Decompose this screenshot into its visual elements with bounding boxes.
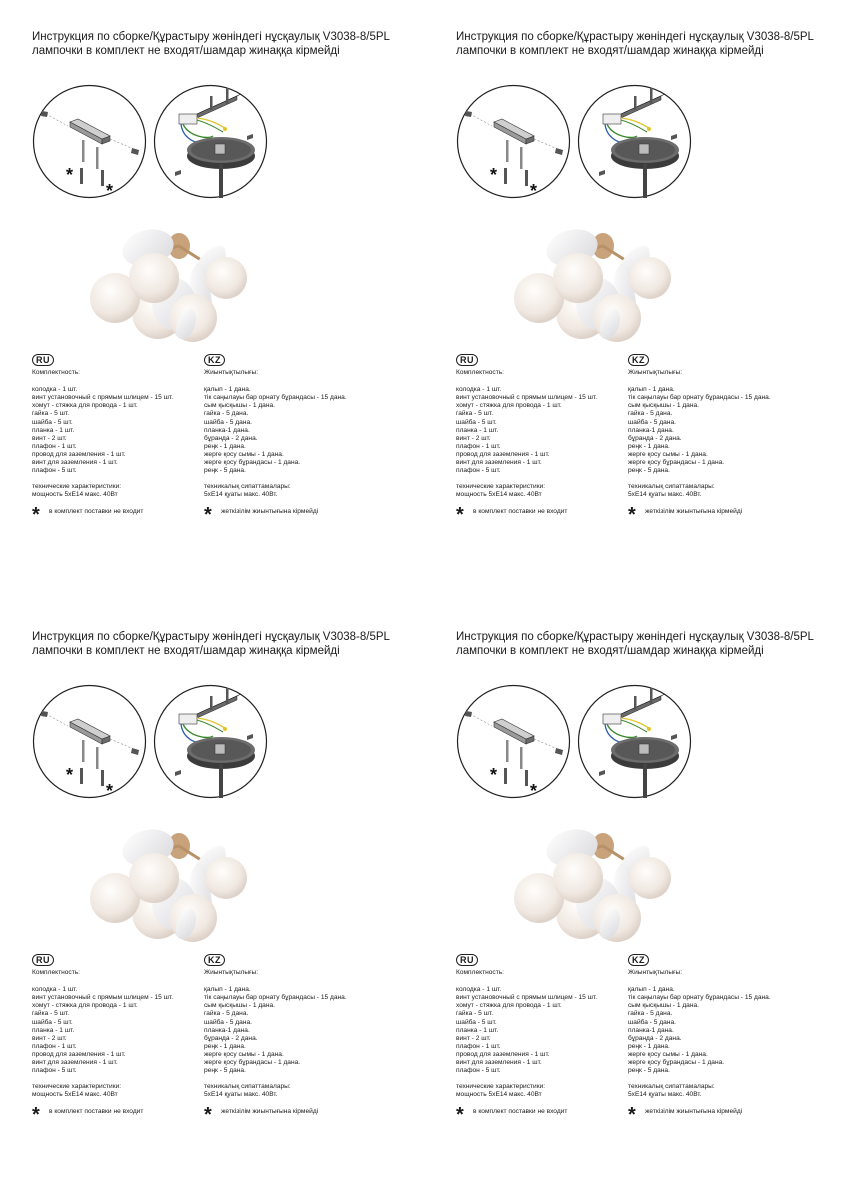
list-item: винт для заземления - 1 шт. (456, 459, 542, 467)
chandelier-photo (76, 816, 256, 971)
ru-tech-heading: технические характеристики: (456, 1083, 546, 1091)
kz-tech (628, 1083, 849, 1099)
kz-tech (204, 1083, 429, 1099)
title-line-2: лампочки в комплект не входят/шамдар жинаққа кірмейді (32, 45, 340, 57)
instruction-card (32, 30, 432, 590)
list-item: винт для заземления - 1 шт. (32, 1059, 118, 1067)
list-item: жерге қосу бұрандасы - 1 дана. (204, 459, 301, 467)
list-item: хомут - стяжка для провода - 1 шт. (32, 402, 138, 410)
ru-items (456, 386, 651, 475)
list-item: жерге қосу сымы - 1 дана. (628, 450, 708, 458)
kz-note (204, 1104, 429, 1127)
kz-items (628, 986, 849, 1075)
list-item: реңк - 1 дана. (204, 1042, 246, 1050)
list-item: винт для заземления - 1 шт. (456, 1059, 542, 1067)
ru-heading: Комплектность: (456, 369, 504, 377)
list-item: шайба - 5 дана. (628, 418, 676, 426)
instruction-card (32, 630, 432, 1190)
kz-note-text: жеткізілім жиынтығына кірмейді (645, 508, 743, 516)
list-item: сым қысқышы - 1 дана. (628, 402, 699, 410)
list-item: тік саңылауы бар орнату бұрандасы - 15 дана. (628, 394, 771, 402)
title-line-1: Инструкция по сборке/Құрастыру жөніндегі нұсқаулық V3038-8/5PL (32, 31, 390, 43)
kz-badge: KZ (628, 354, 649, 366)
kz-tech-value: 5xE14 қуаты макс. 40Вт. (204, 1091, 278, 1099)
list-item: бұранда - 2 дана. (628, 434, 682, 442)
list-item: планка-1 дана. (628, 426, 674, 434)
title-line-2: лампочки в комплект не входят/шамдар жинаққа кірмейді (456, 645, 764, 657)
kz-tech-heading: техникалық сипаттамалары: (204, 483, 291, 491)
kz-note-text: жеткізілім жиынтығына кірмейді (645, 1108, 743, 1116)
instruction-title (32, 30, 432, 58)
ru-note (456, 504, 651, 527)
ru-section (32, 954, 227, 1127)
kz-tech-value: 5xE14 қуаты макс. 40Вт. (628, 1091, 702, 1099)
list-item: планка - 1 шт. (456, 426, 499, 434)
list-item: планка - 1 шт. (32, 1026, 75, 1034)
kz-items (204, 386, 429, 475)
mounting-bracket-icon (32, 84, 147, 199)
list-item: сым қысқышы - 1 дана. (628, 1002, 699, 1010)
kz-heading: Жиынтықтылығы: (628, 969, 683, 977)
list-item: планка-1 дана. (204, 1026, 250, 1034)
title-line-1: Инструкция по сборке/Құрастыру жөніндегі нұсқаулық V3038-8/5PL (456, 631, 814, 643)
list-item: қалып - 1 дана. (628, 986, 675, 994)
instruction-title (456, 30, 849, 58)
ru-tech-value: мощность 5xE14 макс. 40Вт (456, 491, 542, 499)
list-item: винт - 2 шт. (456, 434, 491, 442)
mounting-bracket-icon (32, 684, 147, 799)
list-item: реңк - 5 дана. (204, 467, 246, 475)
ru-note-text: в комплект поставки не входит (49, 508, 144, 516)
list-item: қалып - 1 дана. (204, 386, 251, 394)
list-item: плафон - 5 шт. (456, 467, 501, 475)
list-item: сым қысқышы - 1 дана. (204, 402, 275, 410)
list-item: провод для заземления - 1 шт. (456, 450, 550, 458)
ru-badge: RU (32, 954, 54, 966)
list-item: шайба - 5 шт. (456, 418, 497, 426)
ru-tech-value: мощность 5xE14 макс. 40Вт (456, 1091, 542, 1099)
list-item: бұранда - 2 дана. (628, 1034, 682, 1042)
list-item: тік саңылауы бар орнату бұрандасы - 15 дана. (204, 394, 347, 402)
list-item: колодка - 1 шт. (456, 986, 502, 994)
list-item: винт - 2 шт. (32, 434, 67, 442)
asterisk-icon: * (628, 1104, 636, 1127)
svg-text:*: * (490, 165, 498, 185)
list-item: гайка - 5 дана. (204, 410, 249, 418)
list-item: провод для заземления - 1 шт. (456, 1050, 550, 1058)
kz-section (628, 954, 849, 1127)
kz-tech (204, 483, 429, 499)
kz-items (628, 386, 849, 475)
ru-tech-heading: технические характеристики: (456, 483, 546, 491)
instruction-title (456, 630, 849, 658)
kz-tech-value: 5xE14 қуаты макс. 40Вт. (628, 491, 702, 499)
list-item: жерге қосу бұрандасы - 1 дана. (628, 1059, 725, 1067)
list-item: колодка - 1 шт. (32, 386, 78, 394)
list-item: реңк - 1 дана. (204, 442, 246, 450)
list-item: колодка - 1 шт. (456, 386, 502, 394)
kz-section (204, 354, 429, 527)
ru-heading: Комплектность: (456, 969, 504, 977)
list-item: реңк - 5 дана. (204, 1067, 246, 1075)
ru-note-text: в комплект поставки не входит (473, 1108, 568, 1116)
svg-text:*: * (530, 181, 538, 199)
wiring-diagram-icon (153, 84, 268, 199)
list-item: винт для заземления - 1 шт. (32, 459, 118, 467)
asterisk-icon: * (32, 1104, 40, 1127)
ru-note (456, 1104, 651, 1127)
title-line-2: лампочки в комплект не входят/шамдар жинаққа кірмейді (32, 645, 340, 657)
ru-items (32, 386, 227, 475)
ru-heading: Комплектность: (32, 969, 80, 977)
list-item: шайба - 5 дана. (628, 1018, 676, 1026)
list-item: шайба - 5 шт. (32, 418, 73, 426)
kz-tech-heading: техникалық сипаттамалары: (628, 1083, 715, 1091)
list-item: жерге қосу сымы - 1 дана. (204, 1050, 284, 1058)
kz-badge: KZ (204, 354, 225, 366)
list-item: винт установочный с прямым шлицем - 15 шт. (456, 994, 598, 1002)
list-item: хомут - стяжка для провода - 1 шт. (456, 1002, 562, 1010)
kz-tech-heading: техникалық сипаттамалары: (628, 483, 715, 491)
ru-heading: Комплектность: (32, 369, 80, 377)
kz-section (204, 954, 429, 1127)
kz-section (628, 354, 849, 527)
wiring-diagram-icon (153, 684, 268, 799)
list-item: тік саңылауы бар орнату бұрандасы - 15 дана. (204, 994, 347, 1002)
list-item: реңк - 1 дана. (628, 442, 670, 450)
mounting-bracket-icon (456, 684, 571, 799)
list-item: плафон - 1 шт. (456, 1042, 501, 1050)
instruction-title (32, 630, 432, 658)
list-item: жерге қосу сымы - 1 дана. (204, 450, 284, 458)
list-item: винт установочный с прямым шлицем - 15 шт. (32, 994, 174, 1002)
list-item: плафон - 5 шт. (32, 467, 77, 475)
asterisk-icon: * (456, 1104, 464, 1127)
list-item: тік саңылауы бар орнату бұрандасы - 15 дана. (628, 994, 771, 1002)
list-item: винт - 2 шт. (32, 1034, 67, 1042)
instruction-card (456, 630, 849, 1190)
kz-badge: KZ (204, 954, 225, 966)
list-item: плафон - 1 шт. (456, 442, 501, 450)
list-item: плафон - 5 шт. (456, 1067, 501, 1075)
kz-items (204, 986, 429, 1075)
list-item: шайба - 5 шт. (32, 1018, 73, 1026)
kz-note (628, 1104, 849, 1127)
kz-heading: Жиынтықтылығы: (628, 369, 683, 377)
list-item: гайка - 5 дана. (628, 1010, 673, 1018)
list-item: винт - 2 шт. (456, 1034, 491, 1042)
ru-badge: RU (456, 354, 478, 366)
list-item: сым қысқышы - 1 дана. (204, 1002, 275, 1010)
instruction-card (456, 30, 849, 590)
kz-tech (628, 483, 849, 499)
list-item: жерге қосу бұрандасы - 1 дана. (628, 459, 725, 467)
ru-note (32, 1104, 227, 1127)
list-item: қалып - 1 дана. (204, 986, 251, 994)
list-item: бұранда - 2 дана. (204, 1034, 258, 1042)
list-item: планка - 1 шт. (32, 426, 75, 434)
title-line-1: Инструкция по сборке/Құрастыру жөніндегі нұсқаулық V3038-8/5PL (32, 631, 390, 643)
kz-note-text: жеткізілім жиынтығына кірмейді (221, 508, 319, 516)
chandelier-photo (76, 216, 256, 371)
chandelier-photo (500, 216, 680, 371)
ru-badge: RU (32, 354, 54, 366)
ru-tech-value: мощность 5xE14 макс. 40Вт (32, 491, 118, 499)
list-item: планка-1 дана. (204, 426, 250, 434)
asterisk-icon: * (456, 504, 464, 527)
list-item: хомут - стяжка для провода - 1 шт. (32, 1002, 138, 1010)
list-item: плафон - 1 шт. (32, 1042, 77, 1050)
list-item: гайка - 5 шт. (456, 1010, 494, 1018)
list-item: гайка - 5 шт. (32, 1010, 70, 1018)
ru-note-text: в комплект поставки не входит (473, 508, 568, 516)
list-item: плафон - 5 шт. (32, 1067, 77, 1075)
svg-text:*: * (106, 781, 114, 799)
svg-text:*: * (66, 165, 74, 185)
chandelier-photo (500, 816, 680, 971)
list-item: колодка - 1 шт. (32, 986, 78, 994)
ru-note-text: в комплект поставки не входит (49, 1108, 144, 1116)
ru-section (456, 954, 651, 1127)
title-line-2: лампочки в комплект не входят/шамдар жинаққа кірмейді (456, 45, 764, 57)
list-item: провод для заземления - 1 шт. (32, 1050, 126, 1058)
list-item: шайба - 5 дана. (204, 418, 252, 426)
list-item: шайба - 5 дана. (204, 1018, 252, 1026)
ru-tech (456, 483, 651, 499)
list-item: реңк - 5 дана. (628, 1067, 670, 1075)
ru-section (32, 354, 227, 527)
ru-section (456, 354, 651, 527)
list-item: гайка - 5 шт. (456, 410, 494, 418)
svg-text:*: * (106, 181, 114, 199)
ru-tech (32, 1083, 227, 1099)
ru-note (32, 504, 227, 527)
kz-note-text: жеткізілім жиынтығына кірмейді (221, 1108, 319, 1116)
asterisk-icon: * (204, 1104, 212, 1127)
ru-tech-value: мощность 5xE14 макс. 40Вт (32, 1091, 118, 1099)
list-item: гайка - 5 дана. (628, 410, 673, 418)
mounting-bracket-icon (456, 84, 571, 199)
ru-items (32, 986, 227, 1075)
ru-tech (456, 1083, 651, 1099)
kz-note (204, 504, 429, 527)
asterisk-icon: * (204, 504, 212, 527)
ru-tech (32, 483, 227, 499)
ru-badge: RU (456, 954, 478, 966)
list-item: гайка - 5 дана. (204, 1010, 249, 1018)
wiring-diagram-icon (577, 84, 692, 199)
kz-tech-heading: техникалық сипаттамалары: (204, 1083, 291, 1091)
kz-note (628, 504, 849, 527)
list-item: бұранда - 2 дана. (204, 434, 258, 442)
list-item: планка-1 дана. (628, 1026, 674, 1034)
svg-text:*: * (490, 765, 498, 785)
kz-badge: KZ (628, 954, 649, 966)
title-line-1: Инструкция по сборке/Құрастыру жөніндегі нұсқаулық V3038-8/5PL (456, 31, 814, 43)
list-item: жерге қосу бұрандасы - 1 дана. (204, 1059, 301, 1067)
list-item: хомут - стяжка для провода - 1 шт. (456, 402, 562, 410)
asterisk-icon: * (32, 504, 40, 527)
kz-heading: Жиынтықтылығы: (204, 969, 259, 977)
list-item: жерге қосу сымы - 1 дана. (628, 1050, 708, 1058)
list-item: плафон - 1 шт. (32, 442, 77, 450)
list-item: винт установочный с прямым шлицем - 15 шт. (32, 394, 174, 402)
wiring-diagram-icon (577, 684, 692, 799)
svg-text:*: * (530, 781, 538, 799)
svg-text:*: * (66, 765, 74, 785)
kz-heading: Жиынтықтылығы: (204, 369, 259, 377)
list-item: винт установочный с прямым шлицем - 15 шт. (456, 394, 598, 402)
list-item: гайка - 5 шт. (32, 410, 70, 418)
list-item: қалып - 1 дана. (628, 386, 675, 394)
list-item: провод для заземления - 1 шт. (32, 450, 126, 458)
ru-tech-heading: технические характеристики: (32, 483, 122, 491)
list-item: реңк - 5 дана. (628, 467, 670, 475)
asterisk-icon: * (628, 504, 636, 527)
list-item: реңк - 1 дана. (628, 1042, 670, 1050)
list-item: планка - 1 шт. (456, 1026, 499, 1034)
list-item: шайба - 5 шт. (456, 1018, 497, 1026)
kz-tech-value: 5xE14 қуаты макс. 40Вт. (204, 491, 278, 499)
ru-items (456, 986, 651, 1075)
ru-tech-heading: технические характеристики: (32, 1083, 122, 1091)
